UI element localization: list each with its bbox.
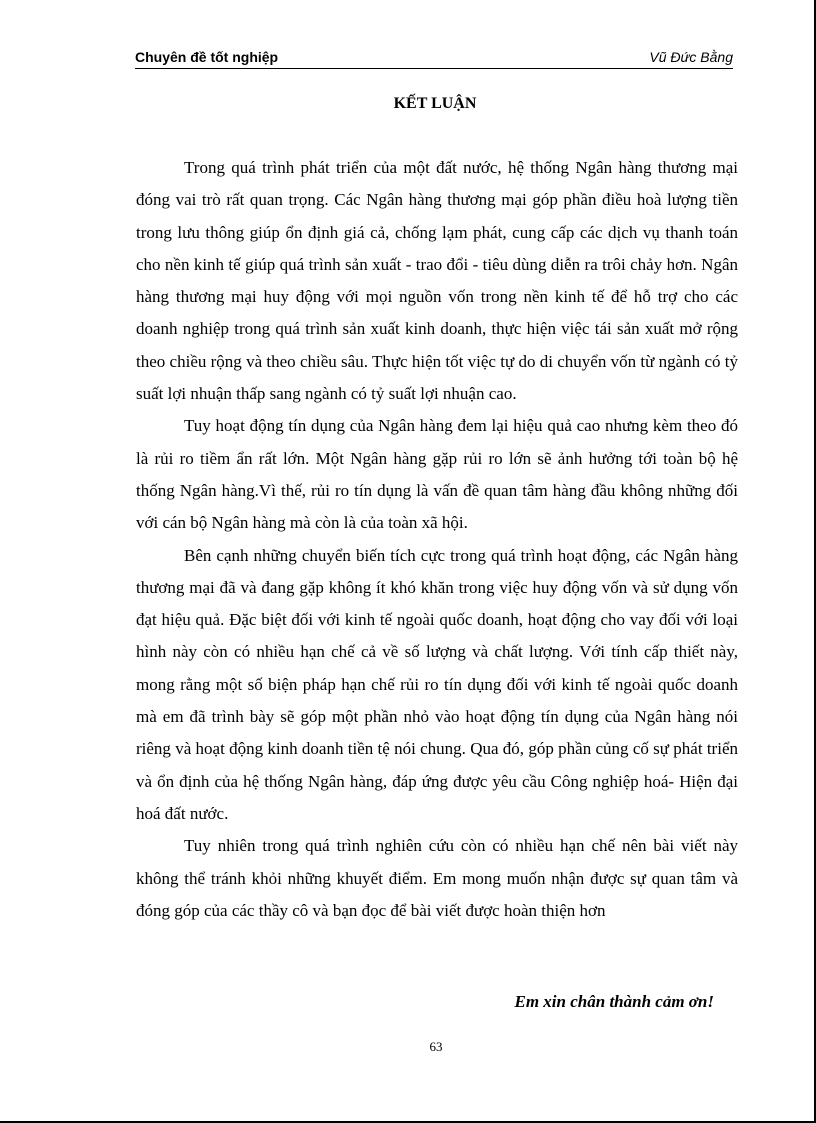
page-number: 63 <box>429 1039 443 1054</box>
closing-thanks: Em xin chân thành cảm ơn! <box>514 992 714 1011</box>
paragraph: Trong quá trình phát triển của một đất nước, hệ thống Ngân hàng thương mại đóng vai trò rất quan trọng. Các Ngân hàng thương mại góp phần điều hoà lượng tiền trong lưu thông giúp ổn định giá cả, chống lạm phát, cung cấp các dịch vụ thanh toán cho nền kinh tế giúp quá trình sản xuất - trao đổi - tiêu dùng diễn ra trôi chảy hơn. Ngân hàng thương mại huy động với mọi nguồn vốn trong nền kinh tế để hỗ trợ cho các doanh nghiệp trong quá trình sản xuất kinh doanh, thực hiện việc tái sản xuất mở rộng theo chiều rộng và theo chiều sâu. Thực hiện tốt việc tự do di chuyển vốn từ ngành có tỷ suất lợi nhuận thấp sang ngành có tỷ suất lợi nhuận cao. <box>136 158 738 404</box>
paragraph: Bên cạnh những chuyển biến tích cực trong quá trình hoạt động, các Ngân hàng thương mại đã và đang gặp không ít khó khăn trong việc huy động vốn và sử dụng vốn đạt hiệu quả. Đặc biệt đối với kinh tế ngoài quốc doanh, hoạt động cho vay đối với loại hình này còn có nhiều hạn chế cả về số lượng và chất lượng. Với tính cấp thiết này, mong rằng một số biện pháp hạn chế rủi ro tín dụng đối với kinh tế ngoài quốc doanh mà em đã trình bày sẽ góp một phần nhỏ vào hoạt động tín dụng của Ngân hàng nói riêng và hoạt động kinh doanh tiền tệ nói chung. Qua đó, góp phần củng cố sự phát triển và ổn định của hệ thống Ngân hàng, đáp ứng được yêu cầu Công nghiệp hoá- Hiện đại hoá đất nước. <box>136 545 738 823</box>
conclusion-body <box>136 152 738 927</box>
paragraph: Tuy hoạt động tín dụng của Ngân hàng đem lại hiệu quả cao nhưng kèm theo đó là rủi ro tiềm ẩn rất lớn. Một Ngân hàng gặp rủi ro lớn sẽ ảnh hưởng tới toàn bộ hệ thống Ngân hàng.Vì thế, rủi ro tín dụng là vấn đề quan tâm hàng đầu không những đối với cán bộ Ngân hàng mà còn là của toàn xã hội. <box>136 416 738 533</box>
header-author: Vũ Đức Bằng <box>649 49 733 65</box>
header-document-type: Chuyên đề tốt nghiệp <box>135 49 279 65</box>
paragraph: Tuy nhiên trong quá trình nghiên cứu còn có nhiều hạn chế nên bài viết này không thể tránh khỏi những khuyết điểm. Em mong muốn nhận được sự quan tâm và đóng góp của các thầy cô và bạn đọc để bài viết được hoàn thiện hơn <box>136 836 738 920</box>
page-header <box>135 48 733 69</box>
page-title: KẾT LUẬN <box>393 95 477 112</box>
